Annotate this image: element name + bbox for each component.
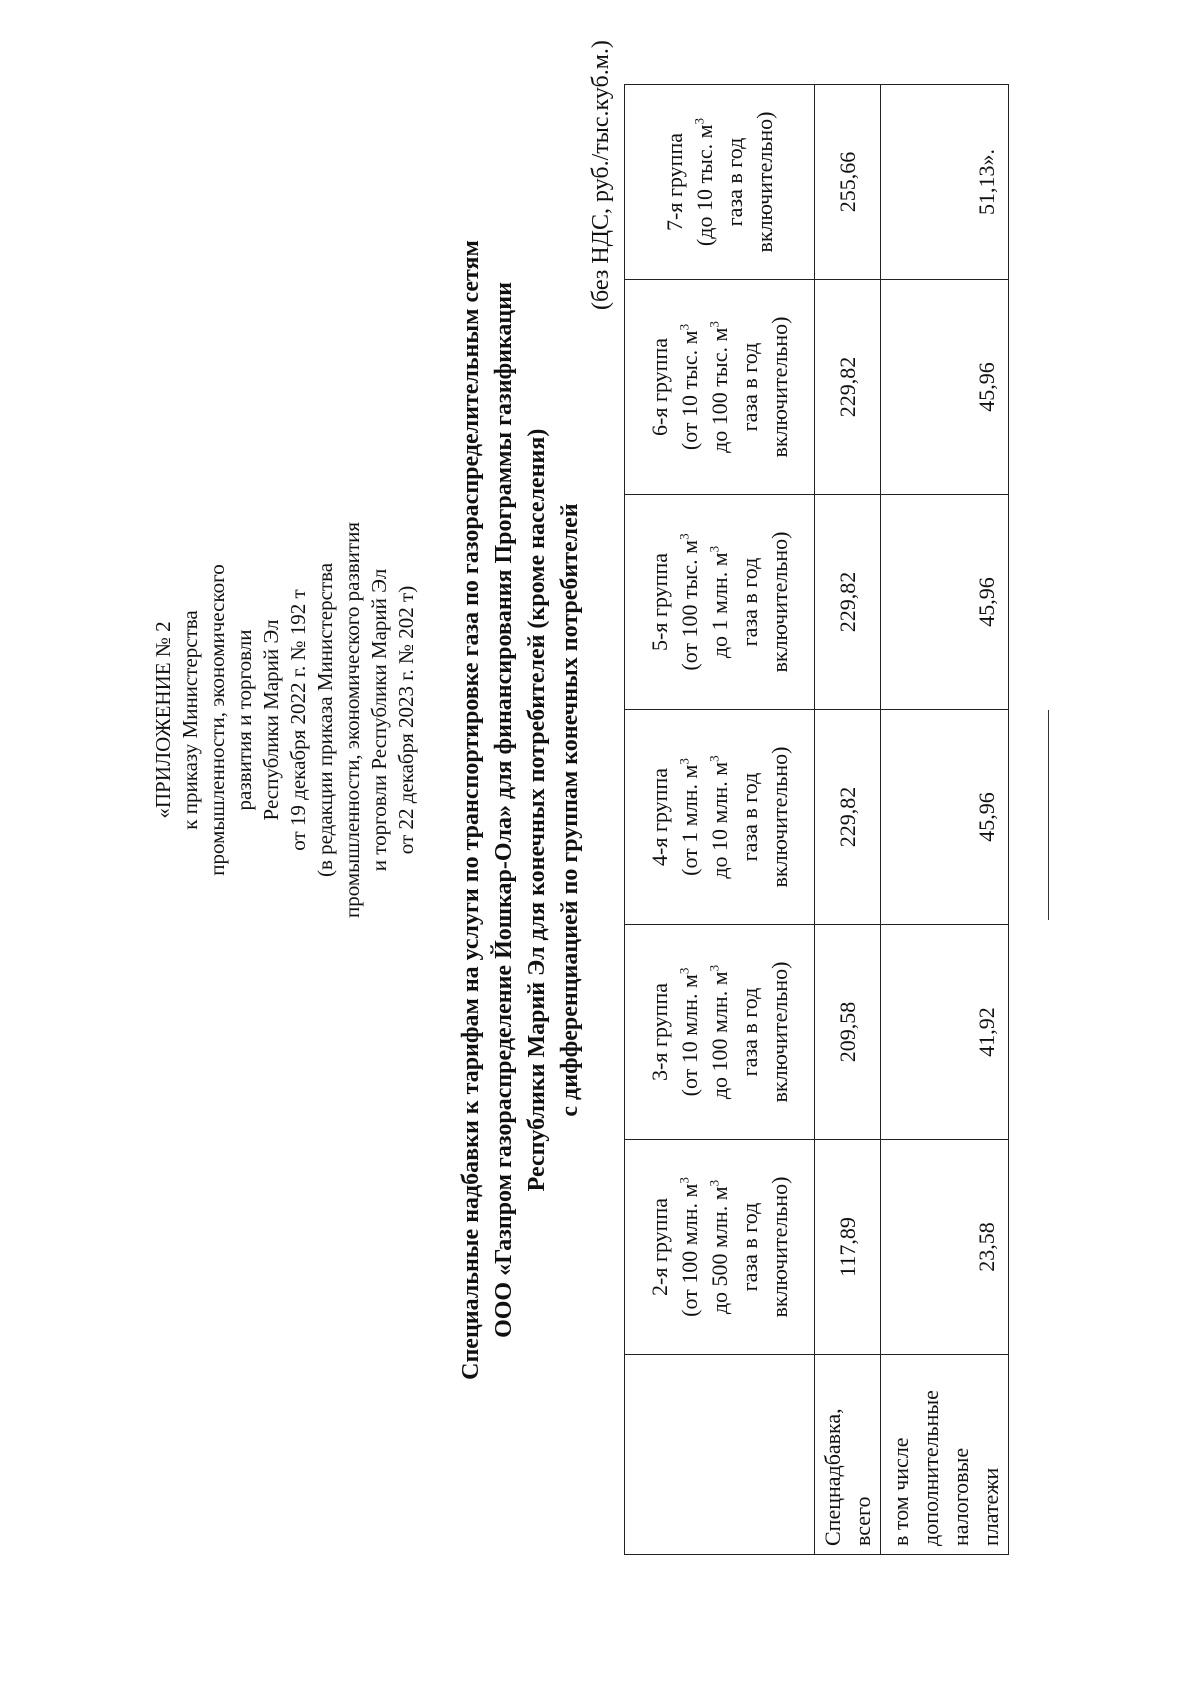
column-header-group-3: 3-я группа (от 10 млн. $м^3$ до 100 млн. $м^3$ газа в год включительно)	[625, 925, 815, 1140]
table-cell: 41,92	[881, 925, 1009, 1140]
title-line: Специальные надбавки к тарифам на услуги по транспортировке газа по газораспределительным сетям	[458, 240, 484, 1380]
closing-rule-line	[1048, 710, 1049, 920]
table-cell: 23,58	[881, 1140, 1009, 1355]
document-title	[455, 160, 587, 1460]
column-header-group-2: 2-я группа (от 100 млн. $м^3$ до 500 млн. $м^3$ газа в год включительно)	[625, 1140, 815, 1355]
column-header-group-4: 4-я группа (от 1 млн. $м^3$ до 10 млн. $м^3$ газа в год включительно)	[625, 710, 815, 925]
column-header-group-7: 7-я группа (до 10 тыс. $м^3$ газа в год включительно)	[625, 85, 815, 280]
table-cell: 209,58	[815, 925, 881, 1140]
column-header-group-6: 6-я группа (от 10 тыс. $м^3$ до 100 тыс. $м^3$ газа в год включительно)	[625, 280, 815, 495]
table-cell: 117,89	[815, 1140, 881, 1355]
table-cell: 229,82	[815, 280, 881, 495]
appendix-header-line: от 22 декабря 2023 г. № 202 т)	[394, 585, 418, 855]
appendix-header-line: развития и торговли	[232, 629, 256, 811]
row-label-tax-payments: в том числе дополнительные налоговые платежи	[881, 1355, 1009, 1555]
table-cell: 45,96	[881, 280, 1009, 495]
tariff-table	[624, 84, 1009, 1555]
appendix-header-line: промышленности, экономического развития	[340, 522, 364, 919]
table-corner-cell	[625, 1355, 815, 1555]
appendix-header	[150, 500, 420, 940]
table-row	[815, 85, 881, 1555]
table-row	[881, 85, 1009, 1555]
appendix-header-line: и торговли Республики Марий Эл	[367, 568, 391, 872]
appendix-header-line: (в редакции приказа Министерства	[313, 562, 337, 878]
table-cell: 255,66	[815, 85, 881, 280]
table-cell: 229,82	[815, 495, 881, 710]
units-note: (без НДС, руб./тыс.куб.м.)	[588, 40, 614, 310]
row-label-total: Спецнадбавка, всего	[815, 1355, 881, 1555]
appendix-header-line: от 19 декабря 2022 г. № 192 т	[286, 589, 310, 851]
table-cell: 51,13».	[881, 85, 1009, 280]
title-line: ООО «Газпром газораспределение Йошкар-Ола» для финансирования Программы газификации	[491, 282, 517, 1338]
table-cell: 45,96	[881, 495, 1009, 710]
appendix-header-line: промышленности, экономического	[205, 564, 229, 876]
table-cell: 45,96	[881, 710, 1009, 925]
title-line: Республики Марий Эл для конечных потребителей (кроме населения)	[524, 428, 550, 1192]
table-cell: 229,82	[815, 710, 881, 925]
table-header-row	[625, 85, 815, 1555]
title-line: с дифференциацией по группам конечных потребителей	[557, 503, 583, 1117]
appendix-header-line: Республики Марий Эл	[259, 619, 283, 821]
appendix-header-line: «ПРИЛОЖЕНИЕ № 2	[151, 621, 175, 819]
column-header-group-5: 5-я группа (от 100 тыс. $м^3$ до 1 млн. $м^3$ газа в год включительно)	[625, 495, 815, 710]
appendix-header-line: к приказу Министерства	[178, 610, 202, 830]
